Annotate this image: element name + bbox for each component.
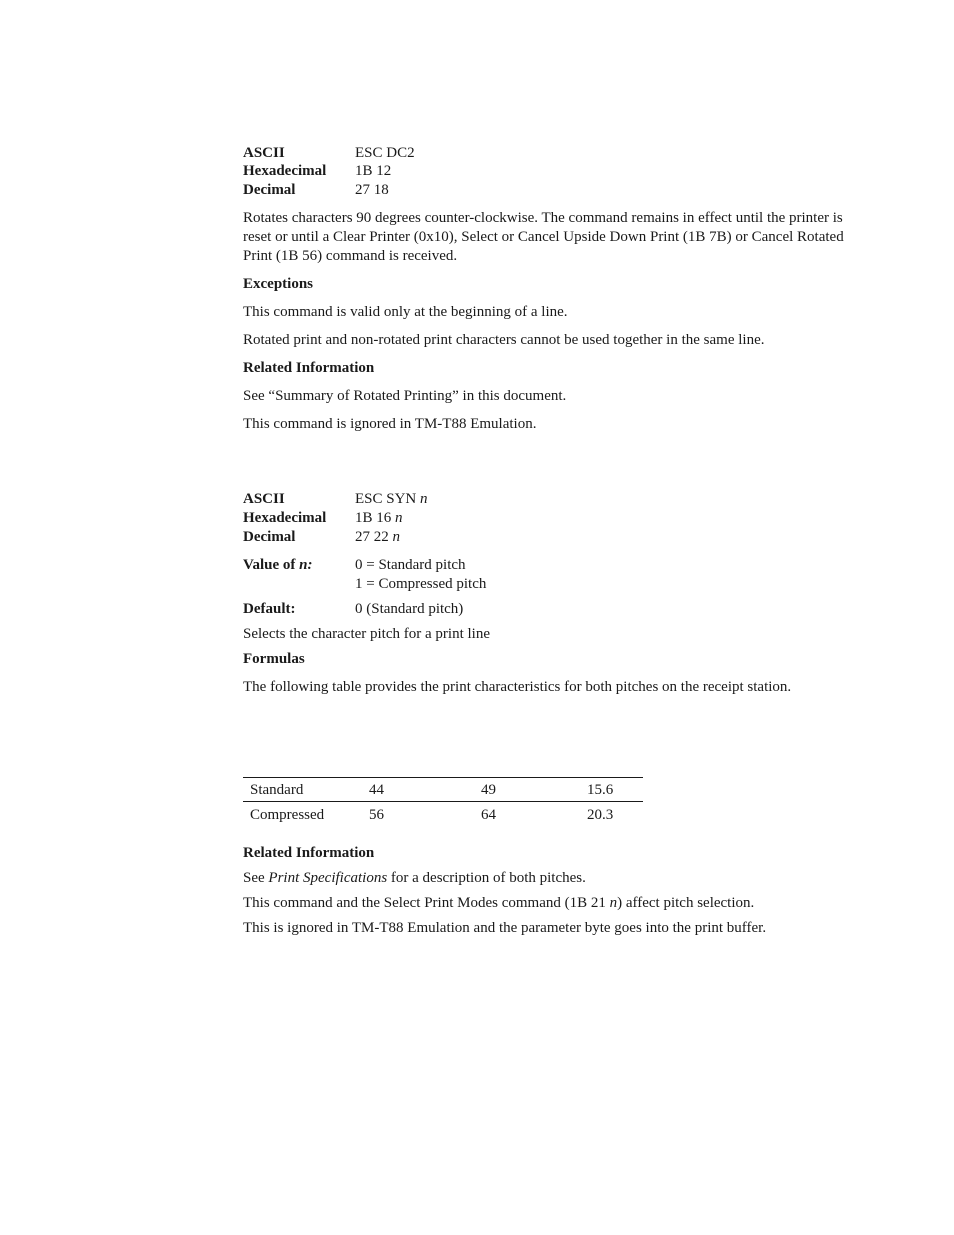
exception-item: This command is valid only at the beginning of a line. [243,304,568,320]
code-value-decimal: 27 18 [355,182,389,198]
code-label-decimal: Decimal [243,182,296,198]
table-top-rule [243,777,643,778]
formulas-heading: Formulas [243,651,305,667]
default-label: Default: [243,601,296,617]
code-label-ascii: ASCII [243,145,285,161]
table-cell: 20.3 [587,807,614,823]
code-value-ascii: ESC DC2 [355,145,415,161]
table-cell: 15.6 [587,782,614,798]
code-label-ascii: ASCII [243,491,285,507]
code-label-hex: Hexadecimal [243,510,327,526]
table-cell: Compressed [250,807,325,823]
table-row-rule [243,801,643,802]
table-cell: 49 [481,782,496,798]
table-cell: 64 [481,807,496,823]
print-specifications-reference: Print Specifications [268,870,388,886]
value-option: 1 = Compressed pitch [355,576,487,592]
code-value-decimal: 27 22 n [355,529,400,545]
related-info-item: See “Summary of Rotated Printing” in this document. [243,388,567,404]
related-info-heading: Related Information [243,845,375,861]
exception-item: Rotated print and non-rotated print characters cannot be used together in the same line. [243,332,765,348]
related-info-item: This command and the Select Print Modes command (1B 21 n) affect pitch selection. [243,895,755,911]
formulas-text: The following table provides the print characteristics for both pitches on the receipt station. [243,679,792,695]
related-info-item: This is ignored in TM-T88 Emulation and the parameter byte goes into the print buffer. [243,920,767,936]
value-option: 0 = Standard pitch [355,557,466,573]
table-cell: 56 [369,807,384,823]
default-value: 0 (Standard pitch) [355,601,464,617]
related-info-heading: Related Information [243,360,375,376]
related-info-item: See Print Specifications for a description of both pitches. [243,870,586,886]
code-label-hex: Hexadecimal [243,163,327,179]
code-value-ascii: ESC SYN n [355,491,428,507]
table-cell: 44 [369,782,384,798]
command-description: Selects the character pitch for a print line [243,626,490,642]
table-cell: Standard [250,782,304,798]
value-of-n-label: Value of n: [243,557,313,573]
command-description: Rotates characters 90 degrees counter-clockwise. The command remains in effect until the printer is reset or until a Clear Printer (0x10), Select or Cancel Upside Down Print (1B 7B) or Cancel Rotated Print (1B 56) command is received. [243,210,844,264]
code-value-hex: 1B 12 [355,163,392,179]
code-value-hex: 1B 16 n [355,510,403,526]
exceptions-heading: Exceptions [243,276,314,292]
related-info-item: This command is ignored in TM-T88 Emulation. [243,416,537,432]
code-label-decimal: Decimal [243,529,296,545]
